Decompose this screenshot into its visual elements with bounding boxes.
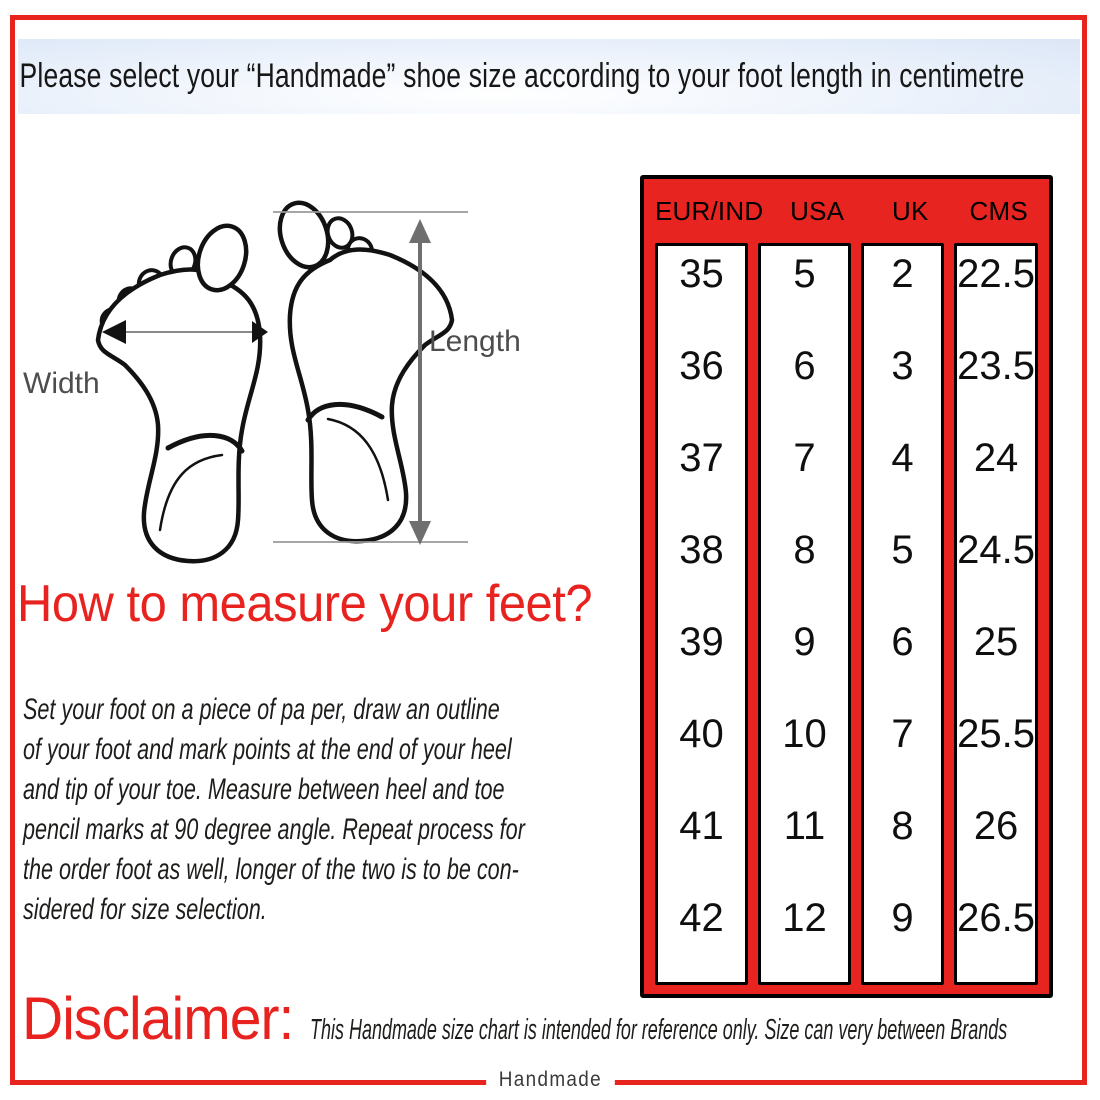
disclaimer-label: Disclaimer: bbox=[22, 985, 294, 1052]
size-cell: 5 bbox=[793, 252, 816, 296]
length-label: Length bbox=[429, 325, 521, 358]
size-cell: 26 bbox=[973, 804, 1019, 848]
left-foot-sole bbox=[98, 270, 260, 562]
size-cell: 25 bbox=[973, 620, 1019, 664]
size-cell: 7 bbox=[793, 436, 816, 480]
instruction-line bbox=[23, 730, 720, 770]
column-header-uk: UK bbox=[891, 195, 929, 226]
size-cell: 23.5 bbox=[957, 344, 1035, 388]
banner-text: Please select your “Handmade” shoe size according to your foot length in centimetre bbox=[19, 57, 1025, 95]
width-label: Width bbox=[23, 367, 100, 400]
size-cell: 24.5 bbox=[957, 528, 1035, 572]
column-header-usa: USA bbox=[790, 195, 845, 226]
instruction-line-text: and tip of your toe. Measure between heel and toe bbox=[23, 773, 505, 806]
size-column-eur-ind bbox=[655, 243, 748, 985]
size-cell: 37 bbox=[679, 436, 724, 480]
size-cell: 35 bbox=[679, 252, 724, 296]
column-header-cms: CMS bbox=[969, 195, 1028, 226]
size-column-usa bbox=[758, 243, 851, 985]
brand-logo: Handmade bbox=[486, 1068, 614, 1092]
size-cell: 24 bbox=[973, 436, 1019, 480]
size-cell: 12 bbox=[782, 896, 827, 940]
instruction-line-text: of your foot and mark points at the end of your heel bbox=[23, 733, 512, 766]
instruction-line bbox=[23, 810, 720, 850]
size-cell: 10 bbox=[782, 712, 827, 756]
size-cell: 36 bbox=[679, 344, 724, 388]
size-cell: 6 bbox=[793, 344, 816, 388]
header-banner bbox=[18, 39, 1080, 114]
instruction-line-text: Set your foot on a piece of pa per, draw an outline bbox=[23, 693, 500, 726]
size-cell: 40 bbox=[679, 712, 724, 756]
size-cell: 41 bbox=[679, 804, 724, 848]
instruction-line-text: sidered for size selection. bbox=[23, 893, 267, 926]
instruction-line bbox=[23, 770, 720, 810]
size-column-uk bbox=[861, 243, 944, 985]
instructions-paragraph bbox=[23, 690, 720, 930]
size-cell: 3 bbox=[891, 344, 914, 388]
right-foot-sole bbox=[290, 250, 452, 542]
instruction-line bbox=[23, 890, 720, 930]
instruction-line-text: the order foot as well, longer of the two is to be con- bbox=[23, 853, 519, 886]
instruction-line-text: pencil marks at 90 degree angle. Repeat process for bbox=[23, 813, 525, 846]
size-cell: 5 bbox=[891, 528, 914, 572]
how-to-title: How to measure your feet? bbox=[17, 575, 593, 633]
size-cell: 2 bbox=[891, 252, 914, 296]
instruction-line bbox=[23, 850, 720, 890]
size-cell: 22.5 bbox=[957, 252, 1035, 296]
disclaimer-row bbox=[22, 986, 1100, 1052]
size-table-body bbox=[644, 243, 1049, 985]
size-chart-table bbox=[640, 175, 1053, 998]
size-cell: 42 bbox=[679, 896, 724, 940]
size-cell: 39 bbox=[679, 620, 724, 664]
size-cell: 9 bbox=[793, 620, 816, 664]
disclaimer-text: This Handmade size chart is intended for reference only. Size can very between Brands bbox=[309, 1014, 1007, 1046]
size-cell: 25.5 bbox=[957, 712, 1035, 756]
footer-brand-row bbox=[0, 1068, 1100, 1092]
size-cell: 11 bbox=[783, 804, 826, 848]
size-cell: 8 bbox=[891, 804, 914, 848]
size-cell: 4 bbox=[891, 436, 914, 480]
size-table-header-row bbox=[644, 179, 1049, 243]
column-header-eur-ind: EUR/IND bbox=[655, 195, 764, 226]
size-cell: 38 bbox=[679, 528, 724, 572]
size-cell: 26.5 bbox=[957, 896, 1035, 940]
size-cell: 8 bbox=[793, 528, 816, 572]
size-cell: 9 bbox=[891, 896, 914, 940]
size-cell: 7 bbox=[891, 712, 914, 756]
size-cell: 6 bbox=[891, 620, 914, 664]
size-column-cms bbox=[954, 243, 1038, 985]
instruction-line bbox=[23, 690, 720, 730]
